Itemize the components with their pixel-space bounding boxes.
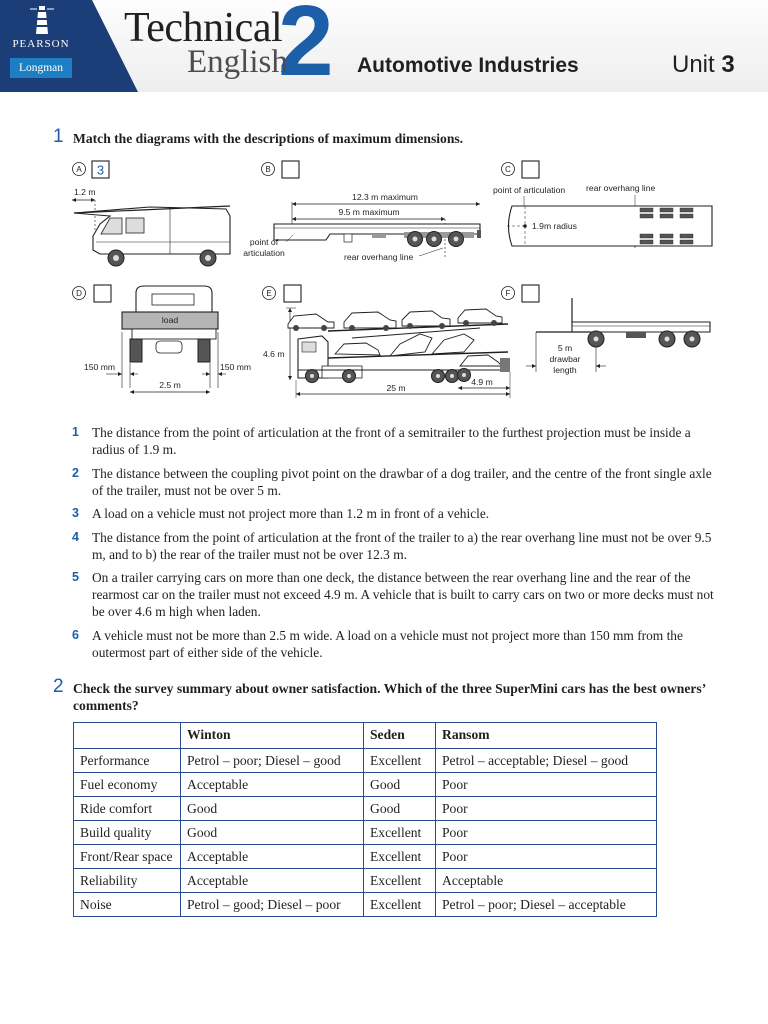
page-header <box>0 0 768 97</box>
table-cell: Noise <box>74 893 181 917</box>
table-cell: Good <box>181 821 364 845</box>
diagram-c-answer-box[interactable] <box>522 161 539 178</box>
table-cell: Acceptable <box>181 845 364 869</box>
diagram-e <box>263 285 511 398</box>
diagram-c <box>493 161 712 248</box>
unit-word: Unit <box>672 51 715 78</box>
item-number: 2 <box>72 465 79 480</box>
unit-number: 3 <box>721 51 735 78</box>
diagram-f <box>502 285 711 375</box>
list-item <box>72 505 722 522</box>
table-cell: Build quality <box>74 821 181 845</box>
list-item <box>72 569 722 620</box>
diagram-d-letter: D <box>76 289 82 298</box>
book-title-english: English <box>187 44 288 80</box>
diagram-b-label-articulation: articulation <box>243 248 285 258</box>
table-header-row <box>74 723 657 749</box>
item-text: The distance from the point of articulation at the front of a semitrailer to the furthest projection must be inside a radius of 1.9 m. <box>92 425 691 457</box>
unit-label <box>672 51 735 79</box>
item-number: 4 <box>72 529 79 544</box>
table-cell: Acceptable <box>181 869 364 893</box>
table-cell: Acceptable <box>436 869 657 893</box>
diagram-e-label-height: 4.6 m <box>263 349 285 359</box>
diagram-e-label-length: 25 m <box>386 383 406 393</box>
diagram-e-answer-box[interactable] <box>284 285 301 302</box>
lighthouse-logo-icon <box>30 6 54 36</box>
item-text: The distance between the coupling pivot point on the drawbar of a dog trailer, and the centre of the front single axle of the trailer, must not be over 5 m. <box>92 465 712 498</box>
diagram-b-label-rear: rear overhang line <box>344 252 414 262</box>
diagram-a <box>72 161 230 266</box>
table-cell: Excellent <box>364 749 436 773</box>
table-row <box>74 749 657 773</box>
diagram-f-label-5m: 5 m <box>557 343 573 353</box>
diagram-d-label-width: 2.5 m <box>159 380 181 390</box>
table-cell: Good <box>364 797 436 821</box>
logo-pearson-text: PEARSON <box>12 38 70 50</box>
question-2-number: 2 <box>53 676 64 697</box>
diagram-f-answer-box[interactable] <box>522 285 539 302</box>
table-row <box>74 893 657 917</box>
diagram-d-answer-box[interactable] <box>94 285 111 302</box>
diagram-c-label-rear: rear overhang line <box>586 183 656 193</box>
table-cell: Ride comfort <box>74 797 181 821</box>
table-cell: Reliability <box>74 869 181 893</box>
table-row <box>74 845 657 869</box>
table-cell: Acceptable <box>181 773 364 797</box>
item-text: The distance from the point of articulation at the front of the trailer to a) the rear overhang line must not be over 9.5 m, and to b) the rear of the trailer must not be over 12.3 m. <box>92 529 712 562</box>
table-cell: Petrol – good; Diesel – poor <box>181 893 364 917</box>
diagram-d-label-right: 150 mm <box>220 362 252 372</box>
diagram-b-label-mid: 9.5 m maximum <box>338 207 400 217</box>
logo-longman-text: Longman <box>10 58 72 78</box>
table-row <box>74 869 657 893</box>
question-1-instruction: Match the diagrams with the descriptions of maximum dimensions. <box>73 131 464 146</box>
diagram-a-label-1-2m: 1.2 m <box>74 187 96 197</box>
diagram-b-label-point: point of <box>249 237 279 247</box>
table-cell: Excellent <box>364 869 436 893</box>
item-number: 3 <box>72 506 79 520</box>
diagram-b-answer-box[interactable] <box>282 161 299 178</box>
list-item <box>72 627 722 661</box>
table-header-cell: Ransom <box>436 723 657 749</box>
table-header-cell: Seden <box>364 723 436 749</box>
table-cell: Excellent <box>364 893 436 917</box>
table-row <box>74 821 657 845</box>
table-cell: Fuel economy <box>74 773 181 797</box>
table-cell: Petrol – acceptable; Diesel – good <box>436 749 657 773</box>
list-item <box>72 424 722 458</box>
diagram-c-label-point: point of articulation <box>493 185 566 195</box>
table-cell: Good <box>364 773 436 797</box>
table-cell: Poor <box>436 821 657 845</box>
table-cell: Excellent <box>364 845 436 869</box>
table-header-cell: Winton <box>181 723 364 749</box>
diagram-f-label-length: length <box>553 365 577 375</box>
diagram-d <box>73 285 252 394</box>
item-text: On a trailer carrying cars on more than one deck, the distance between the rear overhang line and the rear of the rearmost car on the trailer must not exceed 4.9 m. A vehicle that is built to carry cars on two or more decks must not be over 4.6 m high when laden. <box>92 570 714 619</box>
diagram-c-letter: C <box>505 165 511 174</box>
survey-table <box>73 722 657 917</box>
diagram-a-letter: A <box>76 165 82 174</box>
diagram-f-letter: F <box>505 289 511 298</box>
diagram-d-label-load: load <box>161 315 179 325</box>
diagram-f-label-drawbar: drawbar <box>549 354 581 364</box>
table-cell: Petrol – poor; Diesel – good <box>181 749 364 773</box>
table-cell: Petrol – poor; Diesel – acceptable <box>436 893 657 917</box>
item-text: A vehicle must not be more than 2.5 m wide. A load on a vehicle must not project more than 150 mm from the outermost part of either side of the vehicle. <box>92 627 683 660</box>
diagram-d-label-left: 150 mm <box>84 362 116 372</box>
table-header-cell <box>74 723 181 749</box>
question-2-instruction: Check the survey summary about owner satisfaction. Which of the three SuperMini cars has the best owners’ comments? <box>73 681 706 713</box>
diagram-a-answer: 3 <box>96 162 105 178</box>
dimension-diagrams <box>60 158 720 408</box>
table-cell: Poor <box>436 797 657 821</box>
diagram-b-letter: B <box>265 165 271 174</box>
book-title-technical: Technical <box>124 5 283 51</box>
table-row <box>74 773 657 797</box>
book-level-number: 2 <box>278 0 334 97</box>
diagram-e-letter: E <box>266 289 272 298</box>
table-cell: Excellent <box>364 821 436 845</box>
diagram-c-label-radius: 1.9m radius <box>532 221 577 231</box>
diagram-e-label-rear: 4.9 m <box>471 377 493 387</box>
table-cell: Poor <box>436 845 657 869</box>
question-1-number: 1 <box>53 126 64 147</box>
table-row <box>74 797 657 821</box>
table-cell: Performance <box>74 749 181 773</box>
diagram-b <box>243 161 481 262</box>
diagram-b-label-max: 12.3 m maximum <box>352 192 418 202</box>
description-list <box>72 424 722 667</box>
list-item <box>72 529 722 563</box>
book-subtitle: Automotive Industries <box>357 54 579 77</box>
item-text: A load on a vehicle must not project more than 1.2 m in front of a vehicle. <box>92 506 490 521</box>
table-cell: Front/Rear space <box>74 845 181 869</box>
item-number: 5 <box>72 570 79 584</box>
table-cell: Good <box>181 797 364 821</box>
item-number: 6 <box>72 627 79 642</box>
table-cell: Poor <box>436 773 657 797</box>
item-number: 1 <box>72 425 79 439</box>
list-item <box>72 465 722 499</box>
